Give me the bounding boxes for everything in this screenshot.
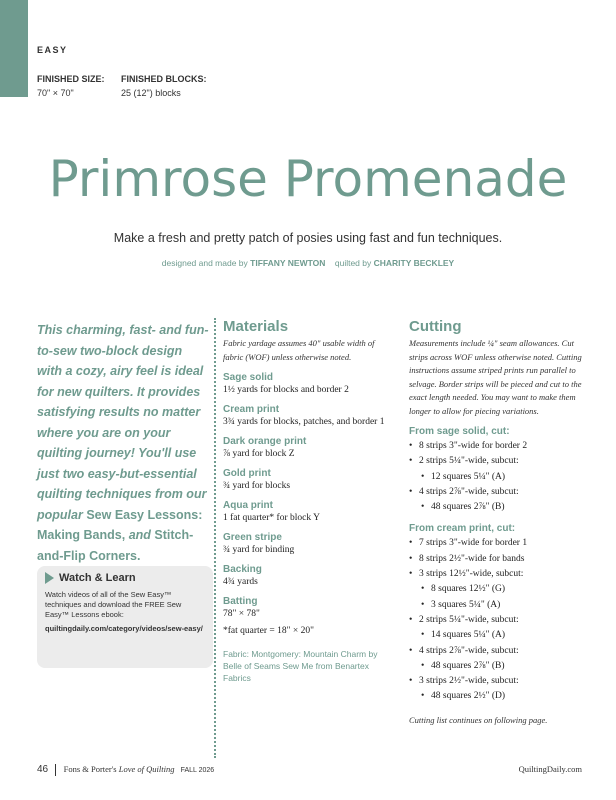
bullet-icon: • <box>421 660 425 671</box>
intro-body: This charming, fast- and fun-to-sew two-block design with a cozy, airy feel is ideal for new quilters. It provides satisfying results no matter where you are on your quilting journey! You'll use just two easy-but-essential quilting techniques from our popular <box>37 323 209 522</box>
watch-learn-link[interactable]: quiltingdaily.com/category/videos/sew-easy/ <box>45 624 203 633</box>
continued-note: Cutting list continues on following page. <box>409 714 548 725</box>
bullet-icon: • <box>409 676 413 687</box>
material-name: Cream print <box>223 404 280 415</box>
credits <box>0 258 616 268</box>
cutting-heading: Cutting <box>409 318 462 335</box>
watch-learn-body: Watch videos of all of the Sew Easy™ techniques and download the FREE Sew Easy™ Lessons ebook: <box>45 590 182 619</box>
cut-subitem: • 14 squares 5¼" (A) <box>409 628 589 643</box>
material-desc: 1½ yards for blocks and border 2 <box>223 385 349 395</box>
cut-group-heading: From sage solid, cut: <box>409 426 510 437</box>
page-number: 46 <box>37 764 49 776</box>
materials-column <box>223 318 393 684</box>
intro-text <box>37 320 209 566</box>
play-icon <box>45 572 54 584</box>
bullet-icon: • <box>409 553 413 564</box>
cut-subitem: • 3 squares 5¼" (A) <box>409 598 589 613</box>
publication-title: Love of Quilting <box>118 764 175 775</box>
materials-note: Fabric yardage assumes 40" usable width of fabric (WOF) unless otherwise noted. <box>223 338 375 362</box>
bullet-icon: • <box>421 630 425 641</box>
cut-item: • 4 strips 2⅞"-wide, subcut: <box>409 485 589 500</box>
intro-last: Stitch-and-Flip Corners. <box>37 528 194 563</box>
cut-subitem: • 48 squares 2½" (D) <box>409 689 589 704</box>
quilter-name: CHARITY BECKLEY <box>373 258 455 268</box>
cut-list-cream <box>409 536 589 704</box>
cut-subitem: • 48 squares 2⅞" (B) <box>409 500 589 515</box>
cut-subitem: • 12 squares 5¼" (A) <box>409 470 589 485</box>
difficulty-label: EASY <box>37 45 68 55</box>
material-name: Gold print <box>223 468 271 479</box>
material-desc: 4¾ yards <box>223 577 258 587</box>
finished-blocks <box>121 72 207 100</box>
material-name: Batting <box>223 596 258 607</box>
cutting-note: Measurements include ¼" seam allowances. Cut strips across WOF unless otherwise noted. Cutting instructions assume striped prints run parallel to selvage. Border strips will be pieced and cut to the exact length needed. You may want to make them longer to allow for piecing variations. <box>409 338 582 416</box>
material-name: Green stripe <box>223 532 282 543</box>
intro-series: Sew Easy <box>86 507 145 522</box>
cut-item: • 8 strips 2½"-wide for bands <box>409 552 589 567</box>
cut-item: • 3 strips 12½"-wide, subcut: <box>409 567 589 582</box>
cut-item: • 3 strips 2½"-wide, subcut: <box>409 674 589 689</box>
publication-pre: Fons & Porter's <box>63 764 117 775</box>
material-name: Backing <box>223 564 262 575</box>
designed-prefix: designed and made by <box>161 258 248 268</box>
quilted-prefix: quilted by <box>334 258 372 268</box>
bullet-icon: • <box>421 599 425 610</box>
intro-lessons: Lessons: Making Bands, <box>37 507 203 542</box>
cut-subitem: • 8 squares 12½" (G) <box>409 582 589 597</box>
bullet-icon: • <box>421 584 425 595</box>
bullet-icon: • <box>409 645 413 656</box>
cut-item: • 4 strips 2⅞"-wide, subcut: <box>409 644 589 659</box>
bullet-icon: • <box>409 569 413 580</box>
cut-list-sage <box>409 439 589 515</box>
bullet-icon: • <box>421 691 425 702</box>
material-name: Aqua print <box>223 500 273 511</box>
material-desc: ¾ yard for binding <box>223 545 295 555</box>
material-desc: 1 fat quarter* for block Y <box>223 513 320 523</box>
page-title: Primrose Promenade <box>48 150 568 208</box>
finished-size-value: 70" × 70" <box>37 88 74 98</box>
fat-quarter-note: *fat quarter = 18" × 20" <box>223 626 315 636</box>
bullet-icon: • <box>409 441 413 451</box>
issue-label: FALL 2026 <box>180 767 215 775</box>
finished-blocks-value: 25 (12") blocks <box>121 88 181 98</box>
material-desc: ¾ yard for blocks <box>223 481 291 491</box>
bullet-icon: • <box>409 486 413 497</box>
materials-heading: Materials <box>223 318 289 335</box>
footer-separator <box>55 764 56 776</box>
difficulty-tab <box>0 0 28 97</box>
bullet-icon: • <box>409 538 413 549</box>
bullet-icon: • <box>421 502 425 513</box>
site-url[interactable]: QuiltingDaily.com <box>518 764 582 774</box>
finished-blocks-label: FINISHED BLOCKS: <box>121 74 207 84</box>
bullet-icon: • <box>409 456 413 467</box>
bullet-icon: • <box>409 614 413 625</box>
material-desc: 3¾ yards for blocks, patches, and border 1 <box>223 417 385 427</box>
fabric-credit: Fabric: Montgomery: Mountain Charm by Belle of Seams Sew Me from Benartex Fabrics <box>223 649 378 683</box>
designer-name: TIFFANY NEWTON <box>250 258 326 268</box>
material-name: Dark orange print <box>223 436 307 447</box>
watch-learn-title: Watch & Learn <box>59 572 136 584</box>
material-name: Sage solid <box>223 372 274 383</box>
cut-item: • 2 strips 5¼"-wide, subcut: <box>409 613 589 628</box>
material-desc: ⅞ yard for block Z <box>223 449 295 459</box>
page-subtitle: Make a fresh and pretty patch of posies using fast and fun techniques. <box>113 231 503 245</box>
watch-learn-header <box>45 572 205 584</box>
cut-subitem: • 48 squares 2⅞" (B) <box>409 659 589 674</box>
cut-item: • 8 strips 3"-wide for border 2 <box>409 439 589 454</box>
finished-size-label: FINISHED SIZE: <box>37 74 105 84</box>
column-divider <box>214 318 216 758</box>
cut-group-heading: From cream print, cut: <box>409 523 516 535</box>
bullet-icon: • <box>421 471 425 482</box>
publication-name <box>64 764 177 774</box>
material-desc: 78" × 78" <box>223 609 260 619</box>
finished-size <box>37 72 105 100</box>
page-footer <box>37 764 582 776</box>
watch-learn-box <box>37 566 213 668</box>
cut-item: • 7 strips 3"-wide for border 1 <box>409 536 589 551</box>
intro-and: and <box>128 528 151 542</box>
cut-item: • 2 strips 5¼"-wide, subcut: <box>409 454 589 469</box>
cutting-column <box>409 318 589 725</box>
